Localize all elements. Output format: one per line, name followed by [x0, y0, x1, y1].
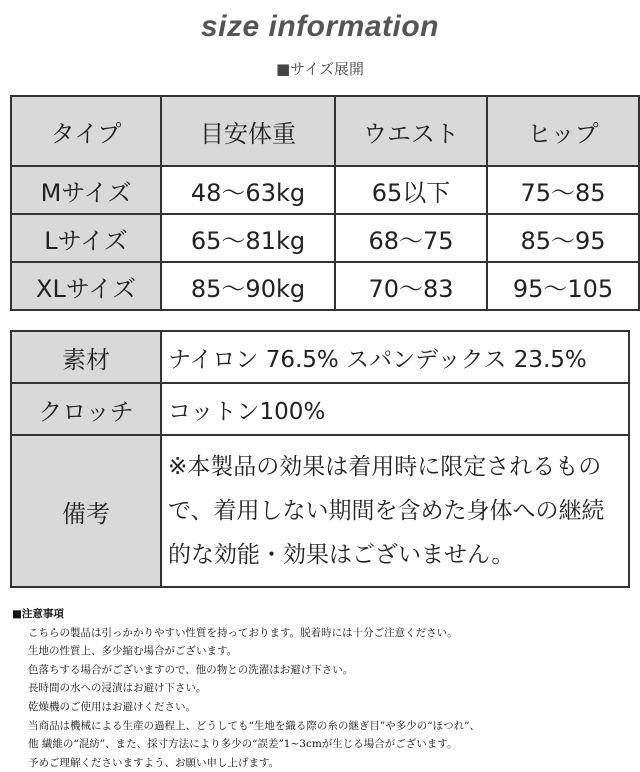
crotch-row [11, 383, 629, 435]
section-subtitle: ■サイズ展開 [276, 60, 364, 78]
column-header-type: タイプ [11, 96, 161, 166]
column-header-waist: ウエスト [335, 96, 487, 166]
waist-cell: 70～83 [335, 262, 487, 310]
note-line: で、着用しない期間を含めた身体への継続 [168, 498, 605, 524]
size-table-header-row [11, 96, 639, 166]
column-header-weight: 目安体重 [161, 96, 335, 166]
table-row [11, 262, 639, 310]
caution-item: 予めご理解くださいますよう、お願い申し上げます。 [28, 756, 280, 769]
size-table [10, 95, 640, 311]
note-line: 的な効能・効果はございません。 [168, 542, 515, 568]
size-type-cell: Lサイズ [11, 214, 161, 262]
caution-item: 生地の性質上、多少縮む場合がございます。 [28, 645, 238, 658]
waist-cell: 68～75 [335, 214, 487, 262]
hip-cell: 75～85 [487, 166, 639, 214]
material-label: 素材 [11, 331, 161, 383]
hip-cell: 95～105 [487, 262, 639, 310]
note-value [161, 435, 629, 587]
note-row [11, 435, 629, 587]
caution-item: 長時間の水への浸漬はお避け下さい。 [28, 682, 207, 695]
weight-cell: 48～63kg [161, 166, 335, 214]
cautions-section [12, 605, 632, 772]
size-type-cell: Mサイズ [11, 166, 161, 214]
column-header-hip: ヒップ [487, 96, 639, 166]
caution-item: こちらの製品は引っかかりやすい性質を持っております。脱着時には十分ご注意ください。 [28, 626, 458, 639]
weight-cell: 65～81kg [161, 214, 335, 262]
table-row [11, 214, 639, 262]
caution-item: 他 繊維の“混紡”、また、採寸方法により多少の“誤差”1~3cmが生じる場合がございます。 [28, 738, 458, 751]
caution-item: 当商品は機械による生産の過程上、どうしても“生地を織る際の糸の継ぎ目”や多少の“ほつれ”、 [28, 719, 480, 732]
caution-item: 色落ちする場合がございますので、他の物との洗濯はお避け下さい。 [28, 663, 354, 676]
size-type-cell: XLサイズ [11, 262, 161, 310]
weight-cell: 85～90kg [161, 262, 335, 310]
table-row [11, 166, 639, 214]
material-row [11, 331, 629, 383]
page-title: size information [200, 10, 440, 43]
material-table [10, 330, 630, 588]
crotch-value: コットン100% [161, 383, 629, 435]
waist-cell: 65以下 [335, 166, 487, 214]
crotch-label: クロッチ [11, 383, 161, 435]
caution-item: 乾燥機のご使用はお避けください。 [28, 700, 196, 713]
material-value: ナイロン 76.5% スパンデックス 23.5% [161, 331, 629, 383]
note-label: 備考 [11, 435, 161, 587]
cautions-heading: ■注意事項 [12, 608, 64, 620]
note-line: ※本製品の効果は着用時に限定されるもの [168, 454, 602, 480]
hip-cell: 85～95 [487, 214, 639, 262]
